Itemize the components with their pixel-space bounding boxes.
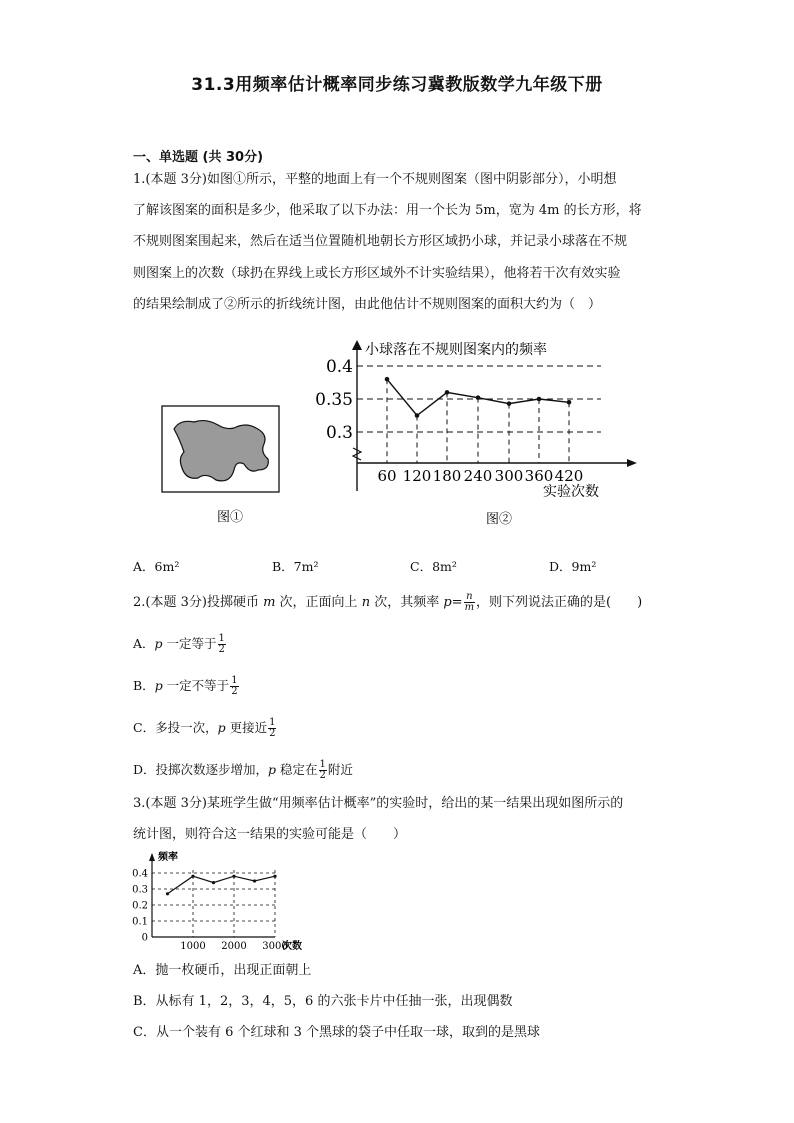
y-tick-label: 0.4 [132,868,148,880]
fraction-one-half [319,760,327,781]
option-text: 更接近 [225,720,268,735]
data-point [253,879,256,882]
option-label: B． [133,678,155,693]
section-heading: 一、单选题 (共 30分) [133,150,264,165]
x-tick-label: 420 [554,467,584,485]
y-tick-label: 0.3 [132,884,148,896]
q1-line: 的结果绘制成了②所示的折线统计图，由此他估计不规则图案的面积大约为（ ） [133,297,602,312]
x-tick-label: 120 [402,467,432,485]
x-tick-label: 360 [524,467,554,485]
numerator: 1 [269,717,276,728]
data-point [507,401,512,406]
y-axis-arrow [149,853,155,861]
series-line [168,876,276,894]
data-point [232,875,235,878]
data-point [567,400,572,405]
var-m: m [263,595,276,610]
q2-option-b[interactable] [133,676,240,697]
fraction-one-half [268,718,276,739]
q2-text: 2.(本题 3分)投掷硬币 [133,595,264,610]
x-axis-label: 实验次数 [543,484,599,500]
chart-title: 小球落在不规则图案内的频率 [365,342,547,358]
option-a[interactable]: A．6m² [133,559,180,574]
option-text: 附近 [327,762,353,777]
var-p: p [154,636,163,651]
data-point [385,377,390,382]
option-label: A． [133,636,155,651]
y-tick-label: 0.1 [132,916,148,928]
numerator: 1 [231,675,238,686]
q3-chart [127,850,322,955]
option-text: 一定等于 [162,636,217,651]
x-tick-label: 1000 [180,941,206,952]
fraction-n-over-m [464,592,475,613]
y-tick-label: 0.2 [132,900,148,912]
data-point [166,892,169,895]
q3-line: 3.(本题 3分)某班学生做“用频率估计概率”的实验时，给出的某一结果出现如图所示的 [133,796,624,811]
option-d[interactable]: D．9m² [549,559,597,574]
x-tick-label: 3000 [262,941,288,952]
q3-line: 统计图，则符合这一结果的实验可能是（ ） [133,827,407,842]
option-text: 一定不等于 [162,678,230,693]
q1-line: 了解该图案的面积是多少，他采取了以下办法：用一个长为 5m，宽为 4m 的长方形，将 [133,203,642,218]
data-point [476,395,481,400]
x-tick-label: 60 [377,467,397,485]
data-point [212,881,215,884]
denominator: 2 [319,770,326,781]
y-tick-label: 0.35 [315,390,353,410]
figure-2-caption: 图② [485,512,513,527]
var-n: n [361,595,371,610]
denominator: 2 [218,644,225,655]
fraction-one-half [218,634,226,655]
page-title: 31.3用频率估计概率同步练习冀教版数学九年级下册 [191,75,603,95]
option-c[interactable]: C．8m² [410,559,457,574]
option-text: 稳定在 [276,762,318,777]
figure-2-chart [315,332,645,528]
q2-text: ，则下列说法正确的是( ) [476,595,643,610]
q3-option-c[interactable]: C．从一个装有 6 个红球和 3 个黑球的袋子中任取一球，取到的是黑球 [133,1025,541,1040]
option-label: C．多投一次， [133,720,218,735]
q1-line: 则图案上的次数（球扔在界线上或长方形区域外不计实验结果），他将若干次有效实验 [133,266,621,281]
var-p: p [443,595,452,610]
figure-1 [160,404,282,528]
var-p: p [217,720,226,735]
data-point [445,390,450,395]
x-tick-label: 180 [432,467,462,485]
y-tick-label: 0.4 [325,357,353,377]
axis-break-mark [353,448,361,460]
y-axis-arrow [352,340,362,350]
option-b[interactable]: B．7m² [272,559,319,574]
q2-text: 次，其频率 [370,595,444,610]
y-axis-label: 频率 [158,852,178,863]
denominator: m [464,602,475,613]
numerator: 1 [319,759,326,770]
var-p: p [154,678,163,693]
data-point [191,875,194,878]
x-tick-label: 300 [494,467,524,485]
denominator: 2 [269,728,276,739]
data-point [273,875,276,878]
equals-sign: = [451,595,463,610]
option-label: D．投掷次数逐步增加， [133,762,269,777]
q2-option-a[interactable] [133,634,227,655]
q2-stem [133,592,642,613]
q3-option-a[interactable]: A．抛一枚硬币，出现正面朝上 [133,963,312,978]
q1-line: 不规则图案围起来，然后在适当位置随机地朝长方形区域扔小球，并记录小球落在不规 [133,234,628,249]
x-tick-label: 240 [463,467,493,485]
numerator: 1 [218,633,225,644]
q2-option-c[interactable] [133,718,277,739]
var-p: p [268,762,277,777]
numerator: n [466,591,473,602]
x-axis-label: 次数 [282,941,302,952]
q2-option-d[interactable] [133,760,353,781]
denominator: 2 [231,686,238,697]
irregular-shape [174,421,268,481]
y-tick-label: 0.3 [325,423,353,443]
figure-1-caption: 图① [216,510,244,525]
data-point [537,397,542,402]
x-tick-label: 2000 [221,941,247,952]
data-point [415,413,420,418]
q2-text: 次，正面向上 [275,595,362,610]
q1-line: 1.(本题 3分)如图①所示，平整的地面上有一个不规则图案（图中阴影部分），小明想 [133,172,617,187]
fraction-one-half [230,676,238,697]
q3-option-b[interactable]: B．从标有 1，2，3，4，5，6 的六张卡片中任抽一张，出现偶数 [133,994,513,1009]
x-axis-arrow [627,459,637,467]
y-tick-label: 0 [141,932,148,944]
